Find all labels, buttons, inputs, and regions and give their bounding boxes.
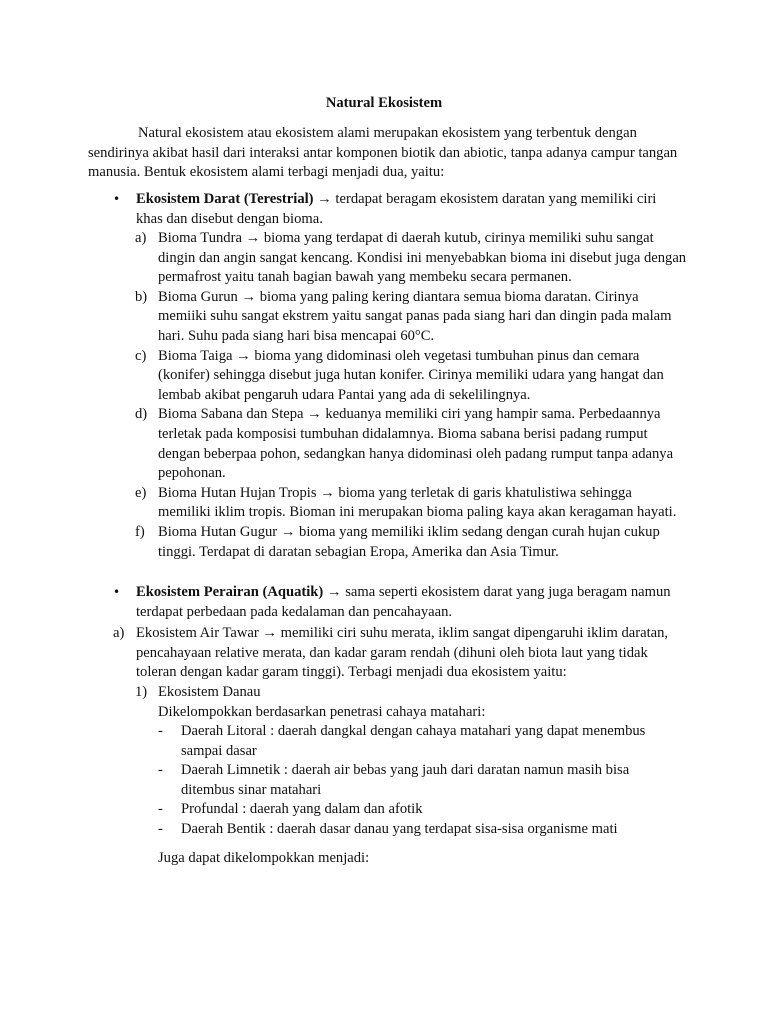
intro-paragraph xyxy=(88,124,688,183)
sub-subtitle: Dikelompokkan berdasarkan penetrasi cahaya matahari: xyxy=(158,703,486,720)
bullet-ekosistem-perairan xyxy=(113,583,683,622)
sub-title: Ekosistem Danau xyxy=(158,684,261,700)
intro-text: Natural ekosistem atau ekosistem alami merupakan ekosistem yang terbentuk dengan sendirinya akibat hasil dari interaksi antar komponen biotik dan abiotic, tanpa adanya campur tangan manusia. Bentuk ekosistem alami terbagi menjadi dua, yaitu: xyxy=(88,125,678,181)
bullet-text: → sama seperti ekosistem darat yang juga beragam namun terdapat perbedaan pada kedalaman dan pencahayaan. xyxy=(136,584,671,620)
list-item: - Daerah Limnetik : daerah air bebas yang jauh dari daratan namun masih bisa ditembus sinar matahari xyxy=(158,762,630,798)
list-item: - Daerah Litoral : daerah dangkal dengan cahaya matahari yang dapat menembus sampai dasar xyxy=(158,723,646,759)
list-item: b) Bioma Gurun → bioma yang paling kering diantara semua bioma daratan. Cirinya memiiki suhu sangat ekstrem yaitu sangat panas pada siang hari dan dingin pada malam hari. Suhu pada siang hari bisa mencapai 60°C. xyxy=(135,288,672,344)
list-item: - Daerah Bentik : daerah dasar danau yang terdapat sisa-sisa organisme mati xyxy=(158,820,618,837)
bullet-ekosistem-darat xyxy=(113,190,683,229)
danau-zone-list xyxy=(158,722,683,840)
bullet-heading: Ekosistem Perairan (Aquatik) xyxy=(136,584,324,600)
document-title: Natural Ekosistem xyxy=(325,95,443,111)
bullet-heading: Ekosistem Darat (Terestrial) xyxy=(136,191,314,207)
closing-text: Juga dapat dikelompokkan menjadi: xyxy=(158,850,370,866)
bullet-marker: • xyxy=(113,192,121,206)
list-item: e) Bioma Hutan Hujan Tropis → bioma yang terletak di garis khatulistiwa sehingga memiliki iklim tropis. Bioman ini merupakan bioma paling kaya akan keragaman hayati. xyxy=(135,484,677,521)
bullet-marker: • xyxy=(113,585,121,599)
sub-ekosistem-danau: 1) Ekosistem Danau Dikelompokkan berdasarkan penetrasi cahaya matahari: xyxy=(135,683,688,722)
bioma-list xyxy=(135,229,688,562)
list-item: c) Bioma Taiga → bioma yang didominasi oleh vegetasi tumbuhan pinus dan cemara (konifer) sehingga disebut juga hutan konifer. Cirinya memiliki udara yang hangat dan lembab akibat pengaruh udara Pantai yang ada di sekelilingnya. xyxy=(135,347,664,403)
list-item: a) Bioma Tundra → bioma yang terdapat di daerah kutub, cirinya memiliki suhu sangat dingin dan angin sangat kencang. Kondisi ini menyebabkan bioma ini disebut juga dengan permafrost yaitu tanah bagian bawah yang membeku secara permanen. xyxy=(135,230,687,286)
list-item: f) Bioma Hutan Gugur → bioma yang memiliki iklim sedang dengan curah hujan cukup tinggi. Terdapat di daratan sebagian Eropa, Amerika dan Asia Timur. xyxy=(135,523,660,560)
bullet-text: → terdapat beragam ekosistem daratan yang memiliki ciri khas dan disebut dengan bioma. xyxy=(136,191,657,227)
list-item: d) Bioma Sabana dan Stepa → keduanya memiliki ciri yang hampir sama. Perbedaannya terletak pada komposisi tumbuhan didalamnya. Bioma sabana berisi padang rumput dengan beberpaa pohon, sedangkan hanya didominasi oleh padang rumput tanpa adanya pepohonan. xyxy=(135,406,674,482)
list-item: - Profundal : daerah yang dalam dan afotik xyxy=(158,801,423,818)
section-air-tawar: a) Ekosistem Air Tawar → memiliki ciri suhu merata, iklim sangat dipengaruhi iklim daratan, pencahayaan relative merata, dan kadar garam rendah (dihuni oleh biota laut yang tidak toleran dengan kadar garam tinggi). Terbagi menjadi dua ekosistem yaitu: xyxy=(113,625,669,681)
